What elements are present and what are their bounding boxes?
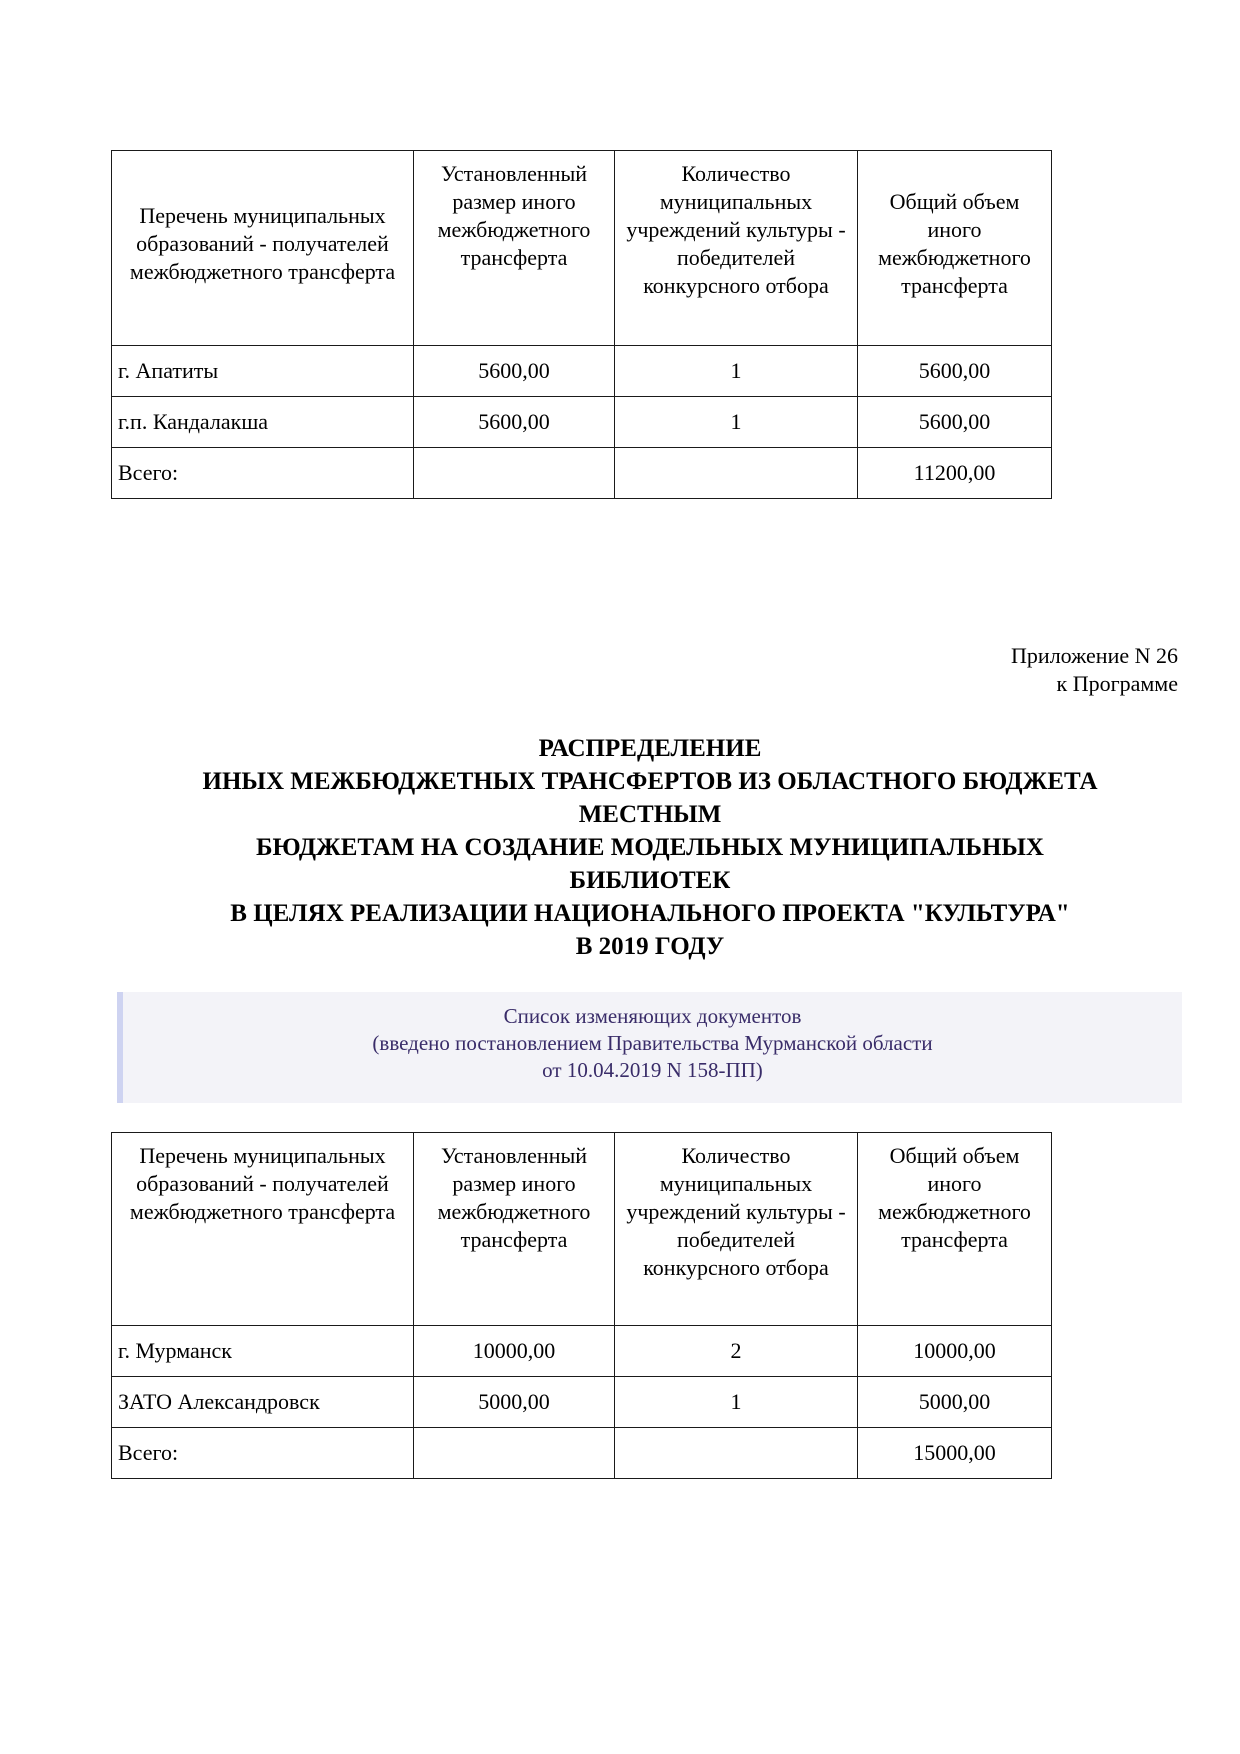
cell-total: 5600,00 (858, 397, 1052, 448)
cell-municipality: ЗАТО Александровск (112, 1377, 414, 1428)
amending-documents-date: от 10.04.2019 N 158-ПП) (542, 1058, 763, 1082)
cell-total: 10000,00 (858, 1326, 1052, 1377)
cell-total: 5000,00 (858, 1377, 1052, 1428)
cell-amount-empty (414, 448, 615, 499)
cell-count: 1 (615, 1377, 858, 1428)
title-line: ИНЫХ МЕЖБЮДЖЕТНЫХ ТРАНСФЕРТОВ ИЗ ОБЛАСТНОГО БЮДЖЕТА (202, 768, 1098, 795)
cell-count-empty (615, 1428, 858, 1479)
header-municipalities: Перечень муниципальных образований - получателей межбюджетного трансферта (112, 151, 414, 346)
header-institutions-count: Количество муниципальных учреждений культуры - победителей конкурсного отбора (615, 1133, 858, 1326)
title-line: МЕСТНЫМ (578, 801, 722, 828)
cell-count: 1 (615, 397, 858, 448)
table-row (112, 397, 1052, 448)
cell-total-label: Всего: (112, 1428, 414, 1479)
cell-amount-empty (414, 1428, 615, 1479)
cell-total-label: Всего: (112, 448, 414, 499)
amending-documents-heading: Список изменяющих документов (503, 1004, 802, 1028)
cell-municipality: г.п. Кандалакша (112, 397, 414, 448)
title-line: В 2019 ГОДУ (575, 933, 725, 960)
cell-amount: 5600,00 (414, 346, 615, 397)
title-line: БЮДЖЕТАМ НА СОЗДАНИЕ МОДЕЛЬНЫХ МУНИЦИПАЛЬНЫХ (256, 834, 1044, 861)
appendix-number: Приложение N 26 (1011, 643, 1178, 668)
table-row (112, 346, 1052, 397)
cell-amount: 10000,00 (414, 1326, 615, 1377)
title-line: РАСПРЕДЕЛЕНИЕ (538, 735, 762, 762)
table-header-row (112, 1133, 1052, 1326)
table-header-row (112, 151, 1052, 346)
header-municipalities: Перечень муниципальных образований - получателей межбюджетного трансферта (112, 1133, 414, 1326)
amending-documents-box (117, 992, 1182, 1103)
cell-grand-total: 15000,00 (858, 1428, 1052, 1479)
cell-total: 5600,00 (858, 346, 1052, 397)
title-line: БИБЛИОТЕК (569, 867, 731, 894)
cell-count: 2 (615, 1326, 858, 1377)
header-transfer-size: Установленный размер иного межбюджетного трансферта (414, 1133, 615, 1326)
table-total-row (112, 1428, 1052, 1479)
table-row (112, 1377, 1052, 1428)
distribution-table-previous (111, 150, 1052, 499)
document-title (100, 732, 1200, 963)
cell-count-empty (615, 448, 858, 499)
table-row (112, 1326, 1052, 1377)
cell-municipality: г. Апатиты (112, 346, 414, 397)
cell-count: 1 (615, 346, 858, 397)
header-institutions-count: Количество муниципальных учреждений культуры - победителей конкурсного отбора (615, 151, 858, 346)
table-total-row (112, 448, 1052, 499)
header-transfer-size: Установленный размер иного межбюджетного трансферта (414, 151, 615, 346)
cell-grand-total: 11200,00 (858, 448, 1052, 499)
cell-amount: 5000,00 (414, 1377, 615, 1428)
title-line: В ЦЕЛЯХ РЕАЛИЗАЦИИ НАЦИОНАЛЬНОГО ПРОЕКТА "КУЛЬТУРА" (230, 900, 1070, 927)
amending-documents-source: (введено постановлением Правительства Мурманской области (372, 1031, 933, 1055)
header-total-volume: Общий объем иного межбюджетного трансферта (858, 1133, 1052, 1326)
distribution-table (111, 1132, 1052, 1479)
appendix-reference (1011, 642, 1178, 698)
cell-amount: 5600,00 (414, 397, 615, 448)
header-total-volume: Общий объем иного межбюджетного трансферта (858, 151, 1052, 346)
cell-municipality: г. Мурманск (112, 1326, 414, 1377)
appendix-program: к Программе (1056, 671, 1178, 696)
